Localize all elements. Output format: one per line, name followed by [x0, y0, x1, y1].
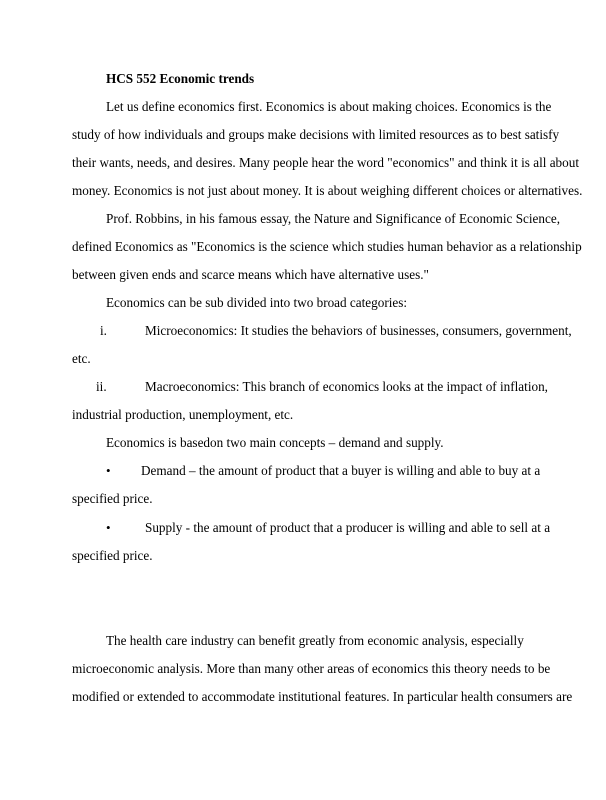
health-line-2: microeconomic analysis. More than many other areas of economics this theory needs to be [72, 661, 551, 676]
supply-line-1: Supply - the amount of product that a producer is willing and able to sell at a [145, 520, 551, 535]
robbins-line-3: between given ends and scarce means which have alternative uses." [72, 267, 429, 282]
list-marker-i: i. [100, 323, 107, 338]
macroeconomics-line-2: industrial production, unemployment, etc. [72, 407, 294, 422]
concepts-intro: Economics is basedon two main concepts – demand and supply. [106, 435, 444, 450]
robbins-line-1: Prof. Robbins, in his famous essay, the Nature and Significance of Economic Science, [106, 211, 561, 226]
bullet-icon: • [106, 520, 111, 535]
intro-line-4: money. Economics is not just about money. It is about weighing different choices or alternatives. [72, 183, 583, 198]
bullet-icon: • [106, 463, 111, 478]
macroeconomics-line-1: Macroeconomics: This branch of economics looks at the impact of inflation, [145, 379, 548, 394]
intro-line-1: Let us define economics first. Economics is about making choices. Economics is the [106, 99, 552, 114]
microeconomics-line-1: Microeconomics: It studies the behaviors of businesses, consumers, government, [145, 323, 572, 338]
robbins-line-2: defined Economics as "Economics is the science which studies human behavior as a relationship [72, 239, 582, 254]
health-line-1: The health care industry can benefit greatly from economic analysis, especially [106, 633, 524, 648]
health-line-3: modified or extended to accommodate institutional features. In particular health consumers are [72, 689, 573, 704]
demand-line-2: specified price. [72, 491, 153, 506]
document-title: HCS 552 Economic trends [106, 71, 255, 86]
supply-line-2: specified price. [72, 548, 153, 563]
intro-line-3: their wants, needs, and desires. Many people hear the word "economics" and think it is all about [72, 155, 579, 170]
categories-intro: Economics can be sub divided into two broad categories: [106, 295, 408, 310]
demand-line-1: Demand – the amount of product that a buyer is willing and able to buy at a [141, 463, 541, 478]
list-marker-ii: ii. [96, 379, 107, 394]
intro-line-2: study of how individuals and groups make decisions with limited resources as to best satisfy [72, 127, 560, 142]
microeconomics-line-2: etc. [72, 351, 91, 366]
